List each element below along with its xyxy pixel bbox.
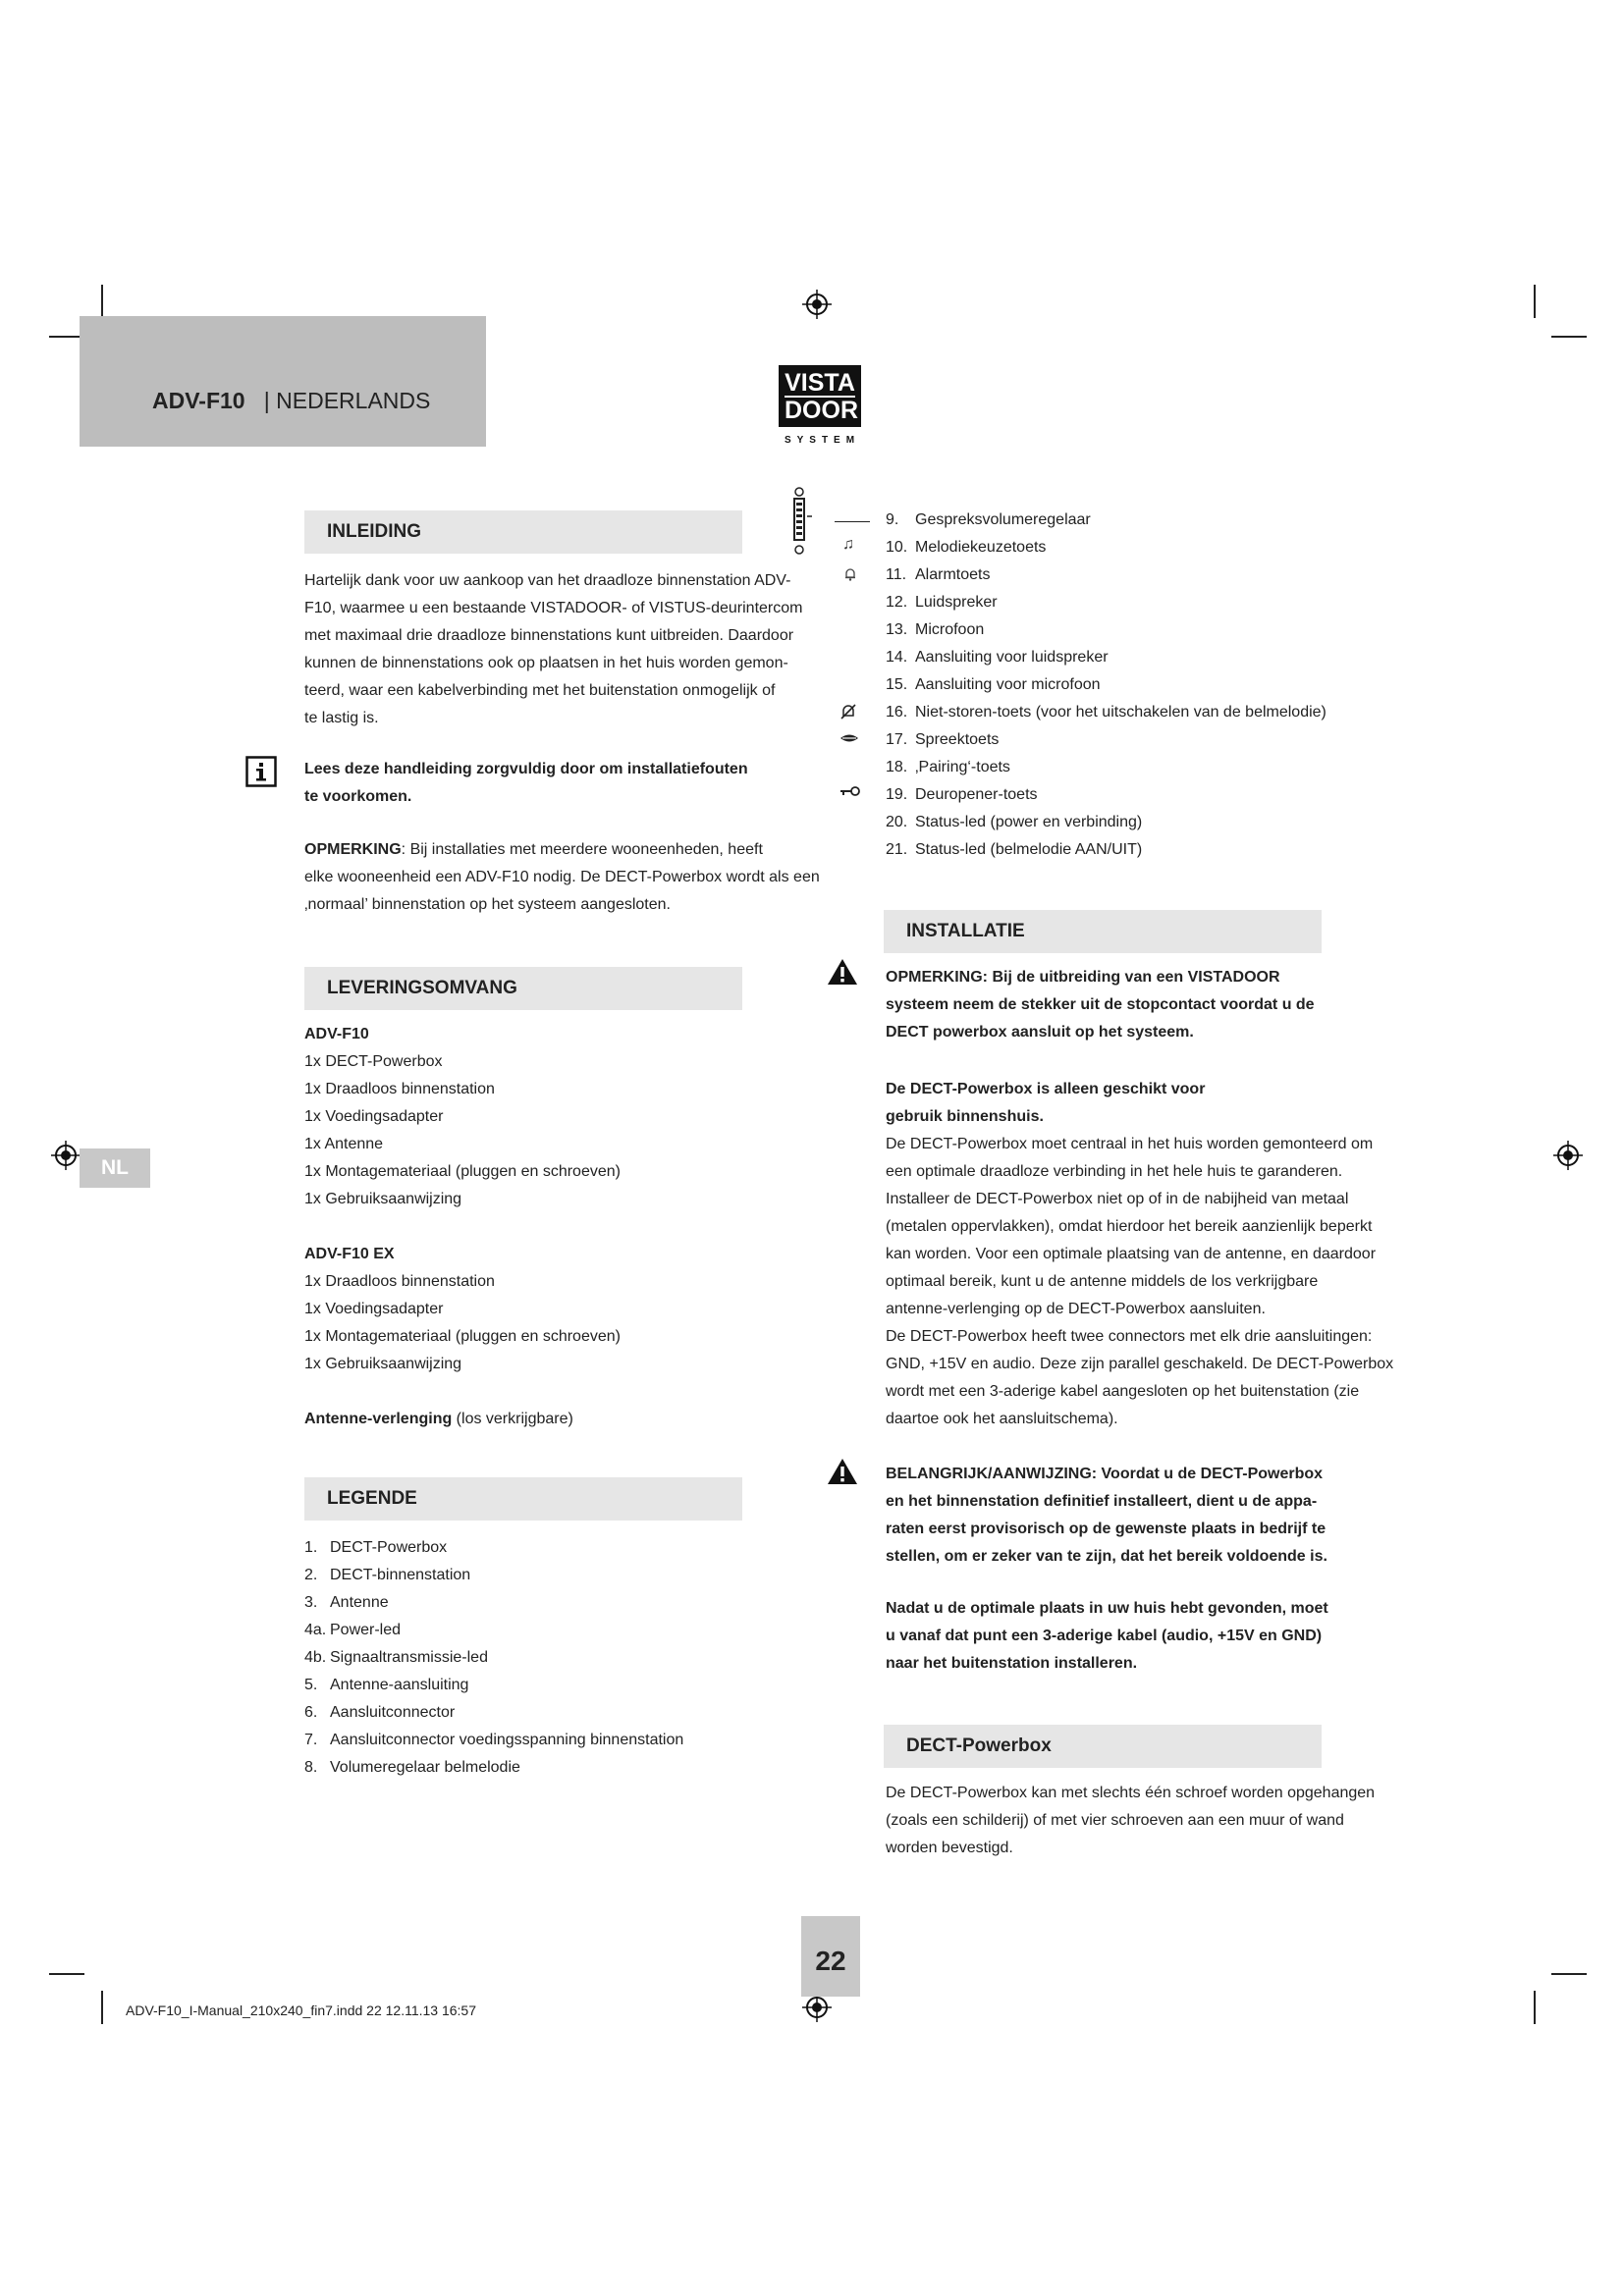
legend-list	[304, 1534, 683, 1782]
legend-item: 4b. Signaaltransmissie-led	[304, 1649, 488, 1666]
section-header-inleiding	[304, 510, 742, 554]
legend-item: 9. Gespreksvolumeregelaar	[886, 511, 1091, 528]
print-slug: ADV-F10_I-Manual_210x240_fin7.indd 22 12.11.13 16:57	[126, 2002, 477, 2018]
installation-paragraph-2	[886, 1323, 1393, 1433]
remark-label: OPMERKING	[304, 841, 402, 858]
text-line: u vanaf dat punt een 3-aderige kabel (audio, +15V en GND)	[886, 1628, 1323, 1644]
remark-paragraph	[304, 836, 820, 919]
leader-line	[835, 521, 870, 522]
header-title	[152, 388, 430, 414]
warning-note-2	[886, 1461, 1327, 1571]
crop-mark	[1551, 1973, 1587, 1975]
header-language: NEDERLANDS	[276, 388, 431, 413]
crop-mark	[1534, 285, 1536, 318]
legend-item: 3. Antenne	[304, 1594, 389, 1611]
legend-item: 2. DECT-binnenstation	[304, 1567, 471, 1583]
list-item: 1x Montagemateriaal (pluggen en schroeven)	[304, 1163, 621, 1180]
legend-item: 8. Volumeregelaar belmelodie	[304, 1759, 520, 1776]
registration-mark-icon	[1553, 1141, 1583, 1170]
legend-item: 12. Luidspreker	[886, 594, 998, 611]
section-title: DECT-Powerbox	[906, 1735, 1052, 1756]
text-line: raten eerst provisorisch op de gewenste plaats in bedrijf te	[886, 1521, 1326, 1537]
legend-item: 19. Deuropener-toets	[886, 786, 1038, 803]
legend-item: 7. Aansluitconnector voedingsspanning binnenstation	[304, 1732, 684, 1748]
logo-line-3: SYSTEM	[784, 435, 861, 446]
list-item: 1x Gebruiksaanwijzing	[304, 1191, 462, 1207]
text-line: met maximaal drie draadloze binnenstations kunt uitbreiden. Daardoor	[304, 627, 794, 644]
speak-lips-icon	[839, 732, 859, 744]
legend-item: 15. Aansluiting voor microfoon	[886, 676, 1101, 693]
section-header-legende	[304, 1477, 742, 1521]
text-line: ‚normaal’ binnenstation op het systeem aangesloten.	[304, 896, 671, 913]
legend-item: 1. DECT-Powerbox	[304, 1539, 448, 1556]
registration-mark-icon	[51, 1141, 81, 1170]
delivery-contents	[304, 1021, 621, 1433]
delivery-group-title: ADV-F10	[304, 1026, 369, 1042]
text-line: De DECT-Powerbox kan met slechts één schroef worden opgehangen	[886, 1785, 1376, 1801]
legend-item: 21. Status-led (belmelodie AAN/UIT)	[886, 841, 1143, 858]
text-line: BELANGRIJK/AANWIJZING: Voordat u de DECT-Powerbox	[886, 1466, 1324, 1482]
list-item: 1x Montagemateriaal (pluggen en schroeven)	[304, 1328, 621, 1345]
crop-mark	[1551, 336, 1587, 338]
language-tab: NL	[80, 1148, 150, 1188]
legend-item: 10. Melodiekeuzetoets	[886, 539, 1047, 556]
list-item: 1x Voedingsadapter	[304, 1301, 444, 1317]
text-line: wordt met een 3-aderige kabel aangesloten op het buitenstation (zie	[886, 1383, 1360, 1400]
legend-item: 4a. Power-led	[304, 1622, 402, 1638]
text-line: teerd, waar een kabelverbinding met het buitenstation onmogelijk of	[304, 682, 776, 699]
list-item: 1x Voedingsadapter	[304, 1108, 444, 1125]
text-line: OPMERKING: Bij de uitbreiding van een VISTADOOR	[886, 969, 1280, 986]
text-line: : Bij installaties met meerdere wooneenheden, heeft	[401, 841, 763, 858]
text-line: kunnen de binnenstations ook op plaatsen in het huis worden gemon-	[304, 655, 788, 671]
list-item: 1x DECT-Powerbox	[304, 1053, 443, 1070]
section-header-installatie	[884, 910, 1322, 953]
installation-paragraph-1	[886, 1131, 1376, 1323]
text-line: systeem neem de stekker uit de stopcontact voordat u de	[886, 996, 1315, 1013]
registration-mark-icon	[802, 290, 832, 319]
text-line: naar het buitenstation installeren.	[886, 1655, 1138, 1672]
door-key-icon	[839, 785, 861, 797]
text-line: Installeer de DECT-Powerbox niet op of in de nabijheid van metaal	[886, 1191, 1349, 1207]
header-model: ADV-F10	[152, 388, 245, 413]
list-item: 1x Draadloos binnenstation	[304, 1081, 495, 1097]
text-line: elke wooneenheid een ADV-F10 nodig. De DECT-Powerbox wordt als een	[304, 869, 820, 885]
crop-mark	[101, 1991, 103, 2024]
legend-item: 13. Microfoon	[886, 621, 985, 638]
section-title: INSTALLATIE	[906, 921, 1025, 941]
text-line: stellen, om er zeker van te zijn, dat het bereik voldoende is.	[886, 1548, 1327, 1565]
list-item: 1x Antenne	[304, 1136, 384, 1152]
delivery-group-title: ADV-F10 EX	[304, 1246, 395, 1262]
text-line: gebruik binnenshuis.	[886, 1108, 1044, 1125]
legend-list-continued	[886, 507, 1326, 864]
header-band	[80, 316, 486, 447]
text-line: F10, waarmee u een bestaande VISTADOOR- of VISTUS-deurintercom	[304, 600, 803, 616]
text-line: DECT powerbox aansluit op het systeem.	[886, 1024, 1194, 1041]
list-item: 1x Gebruiksaanwijzing	[304, 1356, 462, 1372]
indoor-notice	[886, 1076, 1205, 1131]
alarm-bell-icon	[844, 567, 856, 581]
text-line: De DECT-Powerbox is alleen geschikt voor	[886, 1081, 1206, 1097]
text-line: en het binnenstation definitief installeert, dient u de appa-	[886, 1493, 1318, 1510]
legend-item: 20. Status-led (power en verbinding)	[886, 814, 1143, 830]
legend-item: 17. Spreektoets	[886, 731, 1000, 748]
text-line: een optimale draadloze verbinding in het hele huis te garanderen.	[886, 1163, 1343, 1180]
text-line: GND, +15V en audio. Deze zijn parallel geschakeld. De DECT-Powerbox	[886, 1356, 1394, 1372]
warning-icon	[827, 958, 858, 986]
section-title: INLEIDING	[327, 521, 422, 542]
text-line: Nadat u de optimale plaats in uw huis hebt gevonden, moet	[886, 1600, 1328, 1617]
text-line: (metalen oppervlakken), omdat hierdoor het bereik aanzienlijk beperkt	[886, 1218, 1373, 1235]
header-separator: |	[263, 388, 270, 413]
text-line: te lastig is.	[304, 710, 379, 726]
text-line: te voorkomen.	[304, 788, 412, 805]
legend-item: 18. ‚Pairing‘-toets	[886, 759, 1010, 775]
list-item: 1x Draadloos binnenstation	[304, 1273, 495, 1290]
crop-mark	[101, 285, 103, 318]
powerbox-paragraph	[886, 1780, 1375, 1862]
warning-note-1	[886, 964, 1315, 1046]
volume-slider-icon	[790, 487, 814, 558]
page-number: 22	[815, 1946, 846, 1976]
antenna-extension-label: Antenne-verlenging	[304, 1411, 453, 1427]
logo-line-2: DOOR	[785, 397, 858, 424]
text-line: daartoe ook het aansluitschema).	[886, 1411, 1118, 1427]
info-icon	[245, 756, 277, 787]
text-line: De DECT-Powerbox moet centraal in het huis worden gemonteerd om	[886, 1136, 1374, 1152]
section-title: LEVERINGSOMVANG	[327, 978, 517, 998]
section-title: LEGENDE	[327, 1488, 417, 1509]
text-line: Hartelijk dank voor uw aankoop van het draadloze binnenstation ADV-	[304, 572, 791, 589]
warning-icon	[827, 1458, 858, 1485]
cable-instruction	[886, 1595, 1328, 1678]
page-number-box	[801, 1916, 860, 1997]
crop-mark	[49, 1973, 84, 1975]
antenna-extension-note: (los verkrijgbare)	[452, 1411, 573, 1427]
crop-mark	[1534, 1991, 1536, 2024]
vistadoor-logo	[779, 365, 861, 446]
legend-item: 6. Aansluitconnector	[304, 1704, 456, 1721]
legend-item: 16. Niet-storen-toets (voor het uitschakelen van de belmelodie)	[886, 704, 1326, 721]
legend-item: 11. Alarmtoets	[886, 566, 991, 583]
section-header-dect-powerbox	[884, 1725, 1322, 1768]
info-note	[304, 756, 748, 811]
intro-paragraph	[304, 567, 802, 732]
logo-line-1: VISTA	[785, 369, 855, 397]
text-line: Lees deze handleiding zorgvuldig door om installatiefouten	[304, 761, 748, 777]
music-note-icon: ♫	[842, 536, 854, 553]
legend-item: 5. Antenne-aansluiting	[304, 1677, 469, 1693]
text-line: antenne-verlenging op de DECT-Powerbox aansluiten.	[886, 1301, 1266, 1317]
section-header-leveringsomvang	[304, 967, 742, 1010]
text-line: kan worden. Voor een optimale plaatsing van de antenne, en daardoor	[886, 1246, 1377, 1262]
text-line: worden bevestigd.	[886, 1840, 1013, 1856]
text-line: optimaal bereik, kunt u de antenne middels de los verkrijgbare	[886, 1273, 1319, 1290]
do-not-disturb-icon	[839, 703, 857, 721]
text-line: (zoals een schilderij) of met vier schroeven aan een muur of wand	[886, 1812, 1344, 1829]
text-line: De DECT-Powerbox heeft twee connectors met elk drie aansluitingen:	[886, 1328, 1373, 1345]
legend-item: 14. Aansluiting voor luidspreker	[886, 649, 1109, 666]
registration-mark-icon	[802, 1993, 832, 2022]
